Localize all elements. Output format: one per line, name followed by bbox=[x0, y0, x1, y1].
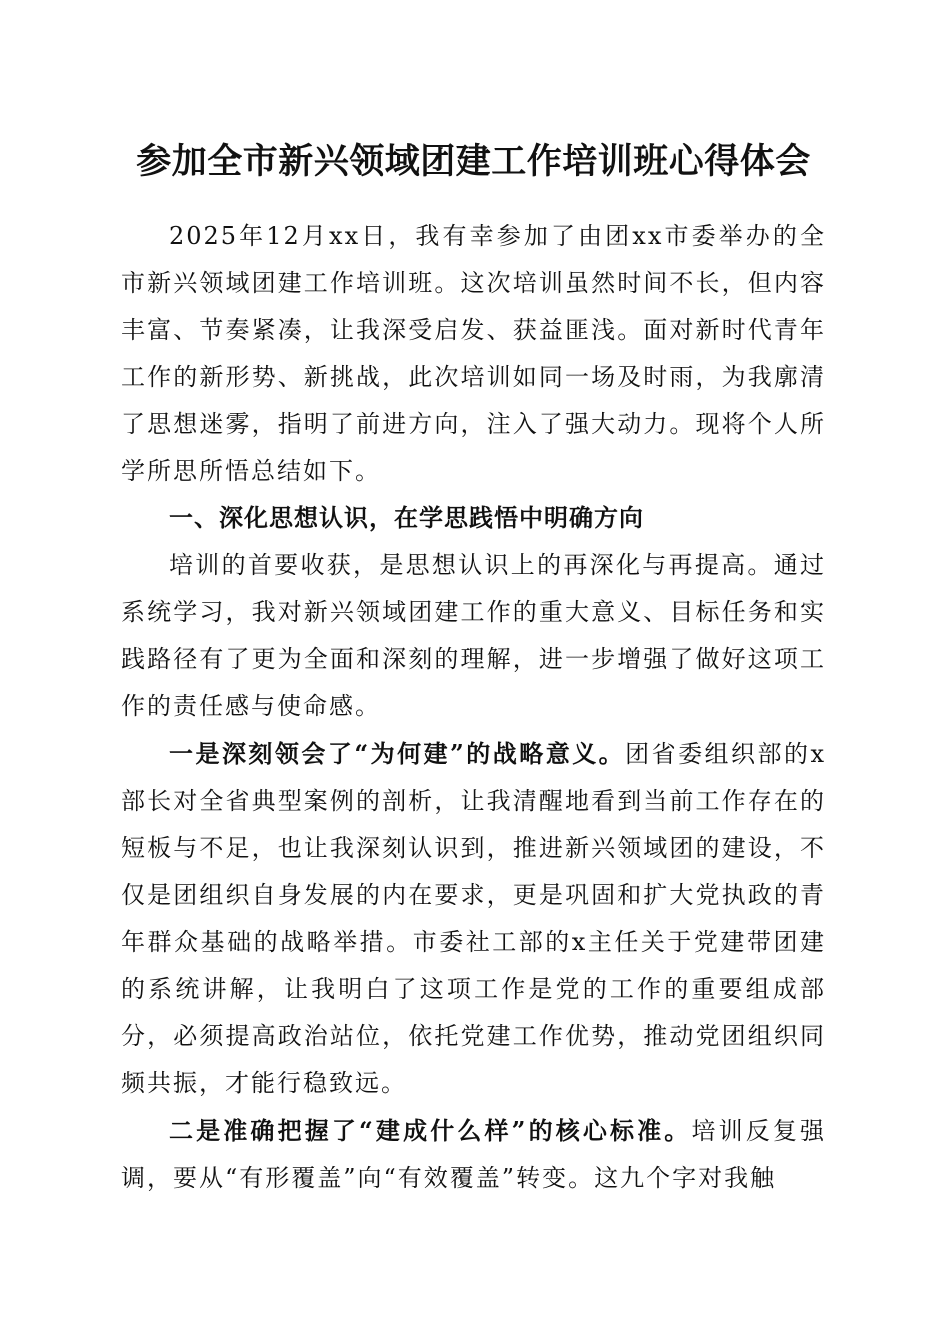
document-body bbox=[121, 213, 826, 1202]
paragraph-lead: 一是深刻领会了“为何建”的战略意义。 bbox=[169, 739, 626, 768]
paragraph-section-1-summary bbox=[121, 542, 826, 730]
paragraph-text: 培训反复强调，要从“有形覆盖”向“有效覆盖”转变。这九个字对我触 bbox=[121, 1117, 827, 1192]
paragraph-point-1 bbox=[121, 730, 826, 1107]
document-title: 参加全市新兴领域团建工作培训班心得体会 bbox=[136, 141, 811, 182]
paragraph-text: 2025年12月xx日，我有幸参加了由团xx市委举办的全市新兴领域团建工作培训班。这次培训虽然时间不长，但内容丰富、节奏紧凑，让我深受启发、获益匪浅。面对新时代青年工作的新形势、新挑战，此次培训如同一场及时雨，为我廓清了思想迷雾，指明了前进方向，注入了强大动力。现将个人所学所思所悟总结如下。 bbox=[121, 222, 826, 485]
paragraph-text: 团省委组织部的x部长对全省典型案例的剖析，让我清醒地看到当前工作存在的短板与不足，也让我深刻认识到，推进新兴领域团的建设，不仅是团组织自身发展的内在要求，更是巩固和扩大党执政的青年群众基础的战略举措。市委社工部的x主任关于党建带团建的系统讲解，让我明白了这项工作是党的工作的重要组成部分，必须提高政治站位，依托党建工作优势，推动党团组织同频共振，才能行稳致远。 bbox=[121, 740, 826, 1097]
paragraph-text: 培训的首要收获，是思想认识上的再深化与再提高。通过系统学习，我对新兴领域团建工作的重大意义、目标任务和实践路径有了更为全面和深刻的理解，进一步增强了做好这项工作的责任感与使命感。 bbox=[121, 551, 826, 720]
paragraph-lead: 二是准确把握了“建成什么样”的核心标准。 bbox=[169, 1116, 692, 1145]
paragraph-intro bbox=[121, 213, 826, 495]
paragraph-point-2 bbox=[121, 1107, 826, 1202]
section-heading-1: 一、深化思想认识，在学思践悟中明确方向 bbox=[169, 504, 644, 532]
